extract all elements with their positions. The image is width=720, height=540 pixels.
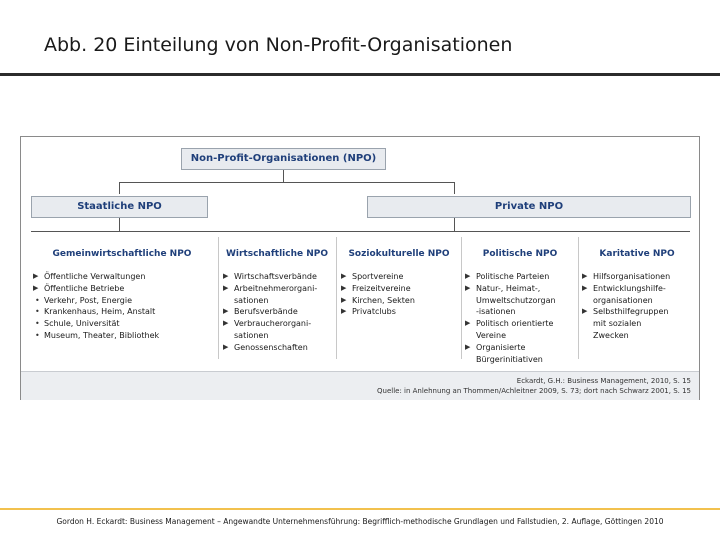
list-item (33, 318, 159, 330)
npo-diagram (20, 136, 700, 400)
list-item-text: Arbeitnehmerorgani- (234, 283, 318, 293)
dot-bullet-icon: • (35, 307, 40, 317)
arrow-bullet-icon: ▶ (33, 283, 39, 292)
list-item (33, 283, 159, 295)
arrow-bullet-icon: ▶ (465, 342, 471, 351)
list-item (223, 283, 317, 295)
list-item-text: sationen (234, 330, 269, 340)
list-item-text: Schule, Universität (44, 319, 120, 329)
list-item-text: -isationen (476, 307, 516, 317)
arrow-bullet-icon: ▶ (341, 283, 347, 292)
source-band (21, 371, 699, 400)
list-item (465, 330, 556, 342)
column-list (341, 271, 415, 318)
list-item (341, 295, 415, 307)
list-item (465, 306, 556, 318)
connector-level1-horizontal (119, 182, 454, 183)
list-item (582, 318, 670, 330)
list-item (582, 295, 670, 307)
arrow-bullet-icon: ▶ (223, 272, 229, 280)
footer-rule (0, 508, 720, 510)
column-list (33, 271, 159, 342)
list-item (223, 306, 317, 318)
list-item-text: Vereine (476, 330, 507, 340)
list-item (465, 271, 556, 283)
list-item-text: Natur-, Heimat-, (476, 283, 541, 293)
list-item-text: Genossenschaften (234, 342, 308, 352)
column-list (465, 271, 556, 365)
list-item (465, 295, 556, 307)
source-line-1: Eckardt, G.H.: Business Management, 2010, S. 15 (516, 377, 691, 385)
list-item-text: Selbsthilfegruppen (593, 307, 669, 317)
dot-bullet-icon: • (35, 319, 40, 329)
list-item-text: mit sozialen (593, 319, 642, 329)
dot-bullet-icon: • (35, 295, 40, 305)
list-item (341, 271, 415, 283)
column-heading: Gemeinwirtschaftliche NPO (52, 249, 192, 259)
list-item (33, 306, 159, 318)
arrow-bullet-icon: ▶ (341, 272, 347, 280)
list-item (223, 330, 317, 342)
arrow-bullet-icon: ▶ (582, 272, 588, 280)
arrow-bullet-icon: ▶ (33, 272, 39, 280)
column-separator (218, 237, 219, 359)
column-heading: Soziokulturelle NPO (348, 249, 450, 259)
source-line-2: Quelle: in Anlehnung an Thommen/Achleitner 2009, S. 73; dort nach Schwarz 2001, S. 15 (377, 387, 691, 395)
list-item-text: Umweltschutzorgan (476, 295, 556, 305)
column-separator (578, 237, 579, 359)
footer-citation: Gordon H. Eckardt: Business Management – Angewandte Unternehmensführung: Begrifflich-methodische Grundlagen und Fallstudien, 2. Auflage, Göttingen 2010 (56, 517, 664, 526)
list-item-text: Bürgerinitiativen (476, 354, 543, 364)
arrow-bullet-icon: ▶ (582, 283, 588, 292)
list-item (582, 283, 670, 295)
list-item-text: Krankenhaus, Heim, Anstalt (44, 307, 156, 317)
list-item (341, 306, 415, 318)
column-heading: Wirtschaftliche NPO (225, 249, 329, 259)
list-item (582, 330, 670, 342)
list-item-text: Entwicklungshilfe- (593, 283, 666, 293)
list-item-text: organisationen (593, 295, 653, 305)
list-item-text: Freizeitvereine (352, 283, 411, 293)
column-heading: Karitative NPO (599, 249, 675, 259)
arrow-bullet-icon: ▶ (223, 283, 229, 292)
list-item-text: Hilfsorganisationen (593, 272, 671, 281)
list-item-text: Berufsverbände (234, 307, 298, 317)
list-item (582, 271, 670, 283)
connector-to-private (454, 182, 455, 194)
list-item-text: Museum, Theater, Bibliothek (44, 330, 160, 340)
arrow-bullet-icon: ▶ (582, 307, 588, 316)
title-rule (0, 73, 720, 76)
list-item-text: Öffentliche Verwaltungen (44, 272, 146, 281)
list-item (223, 318, 317, 330)
list-item-text: Zwecken (593, 330, 629, 340)
private-npo-box: Private NPO (367, 196, 691, 218)
list-item-text: Politisch orientierte (476, 319, 554, 329)
list-item (465, 283, 556, 295)
list-item (465, 342, 556, 354)
list-item (223, 271, 317, 283)
connector-columns-horizontal (31, 231, 690, 232)
connector-to-staatliche (119, 182, 120, 194)
list-item (33, 330, 159, 342)
arrow-bullet-icon: ▶ (341, 307, 347, 316)
list-item-text: Sportvereine (352, 272, 404, 281)
arrow-bullet-icon: ▶ (341, 295, 347, 304)
list-item (33, 295, 159, 307)
list-item (341, 283, 415, 295)
list-item (223, 342, 317, 354)
root-box: Non-Profit-Organisationen (NPO) (181, 148, 386, 170)
list-item (33, 271, 159, 283)
list-item (223, 295, 317, 307)
list-item-text: sationen (234, 295, 269, 305)
list-item-text: Öffentliche Betriebe (44, 283, 125, 293)
list-item-text: Verbraucherorgani- (234, 319, 312, 329)
arrow-bullet-icon: ▶ (223, 307, 229, 316)
column-list (223, 271, 317, 354)
list-item-text: Organisierte (476, 342, 526, 352)
list-item-text: Wirtschaftsverbände (234, 272, 317, 281)
list-item (465, 354, 556, 366)
list-item-text: Politische Parteien (476, 272, 550, 281)
list-item (582, 306, 670, 318)
column-list (582, 271, 670, 342)
arrow-bullet-icon: ▶ (223, 319, 229, 328)
list-item-text: Privatclubs (352, 307, 396, 317)
arrow-bullet-icon: ▶ (465, 272, 471, 280)
dot-bullet-icon: • (35, 330, 40, 340)
list-item-text: Verkehr, Post, Energie (44, 295, 133, 305)
column-heading: Politische NPO (482, 249, 558, 259)
connector-staatliche-down (119, 218, 120, 231)
column-separator (336, 237, 337, 359)
list-item (465, 318, 556, 330)
arrow-bullet-icon: ▶ (465, 283, 471, 292)
staatliche-npo-box: Staatliche NPO (31, 196, 208, 218)
connector-private-down (454, 218, 455, 231)
connector-root-down (283, 170, 284, 182)
arrow-bullet-icon: ▶ (465, 319, 471, 328)
slide-title: Abb. 20 Einteilung von Non-Profit-Organisationen (44, 34, 513, 56)
arrow-bullet-icon: ▶ (223, 342, 229, 351)
list-item-text: Kirchen, Sekten (352, 295, 415, 305)
column-separator (461, 237, 462, 359)
